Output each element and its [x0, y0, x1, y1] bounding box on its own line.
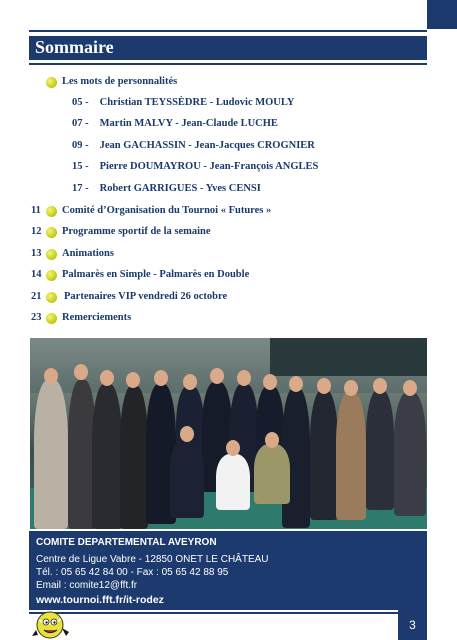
tennis-ball-icon [46, 270, 57, 281]
toc-page-number: 21 [31, 291, 42, 302]
toc-page-number: 14 [31, 269, 42, 280]
toc-item[interactable] [0, 291, 427, 307]
person-head [44, 368, 58, 384]
person-head [226, 440, 240, 456]
person-head [180, 426, 194, 442]
person-head [126, 372, 140, 388]
person-head [183, 374, 197, 390]
person-kneeling [254, 444, 290, 504]
toc-item[interactable] [0, 269, 427, 285]
person [92, 384, 122, 529]
person [310, 390, 338, 520]
group-photo [30, 338, 427, 529]
title-underline [29, 63, 427, 65]
contact-phone: Tél. : 05 65 42 84 00 - Fax : 05 65 42 88 95 [36, 567, 229, 578]
contact-title: COMITE DEPARTEMENTAL AVEYRON [36, 537, 217, 548]
tennis-ball-icon [46, 206, 57, 217]
toc-item-personalities[interactable] [0, 76, 427, 92]
toc-label: Programme sportif de la semaine [62, 226, 211, 237]
toc-subitem[interactable]: 09 - Jean GACHASSIN - Jean-Jacques CROGNIER [72, 140, 315, 151]
person [336, 392, 366, 520]
toc-item[interactable] [0, 205, 427, 221]
page-number: 3 [398, 610, 427, 640]
person [394, 392, 426, 516]
toc-label: Comité d’Organisation du Tournoi « Futures » [62, 205, 272, 216]
toc-page-number: 12 [31, 226, 42, 237]
toc-label: Animations [62, 248, 114, 259]
header-rule [29, 30, 427, 32]
person-head [403, 380, 417, 396]
toc-page-number: 23 [31, 312, 42, 323]
contact-website[interactable]: www.tournoi.fft.fr/it-rodez [36, 594, 164, 606]
contact-box [29, 531, 427, 610]
person-head [317, 378, 331, 394]
person [366, 390, 394, 510]
person-head [154, 370, 168, 386]
person-head [210, 368, 224, 384]
person-head [74, 364, 88, 380]
person [34, 380, 68, 529]
title-bar [29, 36, 427, 60]
person-head [289, 376, 303, 392]
toc-item[interactable] [0, 312, 427, 328]
person-head [100, 370, 114, 386]
person-kneeling [216, 454, 250, 510]
toc-label: Partenaires VIP vendredi 26 octobre [64, 291, 228, 302]
toc-subitem[interactable]: 05 - Christian TEYSSÈDRE - Ludovic MOULY [72, 97, 295, 108]
contact-email[interactable]: Email : comite12@fft.fr [36, 580, 138, 591]
toc-item[interactable] [0, 226, 427, 242]
page-title: Sommaire [35, 37, 114, 57]
person-head [265, 432, 279, 448]
toc-label: Les mots de personnalités [62, 76, 178, 87]
toc-item[interactable] [0, 248, 427, 264]
contact-address: Centre de Ligue Vabre - 12850 ONET LE CHÂTEAU [36, 554, 269, 565]
tennis-ball-icon [46, 292, 57, 303]
photo-banner [270, 338, 427, 376]
toc-subitem[interactable]: 15 - Pierre DOUMAYROU - Jean-François ANGLES [72, 161, 319, 172]
person-kneeling [170, 438, 204, 518]
tennis-ball-icon [46, 249, 57, 260]
toc-label: Remerciements [62, 312, 132, 323]
person-head [344, 380, 358, 396]
toc-page-number: 11 [31, 205, 41, 216]
corner-tab [427, 0, 457, 29]
toc-label: Palmarès en Simple - Palmarès en Double [62, 269, 250, 280]
tennis-ball-icon [46, 77, 57, 88]
toc-page-number: 13 [31, 248, 42, 259]
toc-subitem[interactable]: 17 - Robert GARRIGUES - Yves CENSI [72, 183, 261, 194]
person [120, 386, 148, 529]
toc-subitem[interactable]: 07 - Martin MALVY - Jean-Claude LUCHE [72, 118, 278, 129]
tennis-ball-icon [46, 313, 57, 324]
tennis-ball-icon [46, 227, 57, 238]
footer-rule [29, 612, 427, 614]
person-head [237, 370, 251, 386]
person-head [263, 374, 277, 390]
person-head [373, 378, 387, 394]
tennis-ball-mascot-icon [32, 608, 72, 640]
